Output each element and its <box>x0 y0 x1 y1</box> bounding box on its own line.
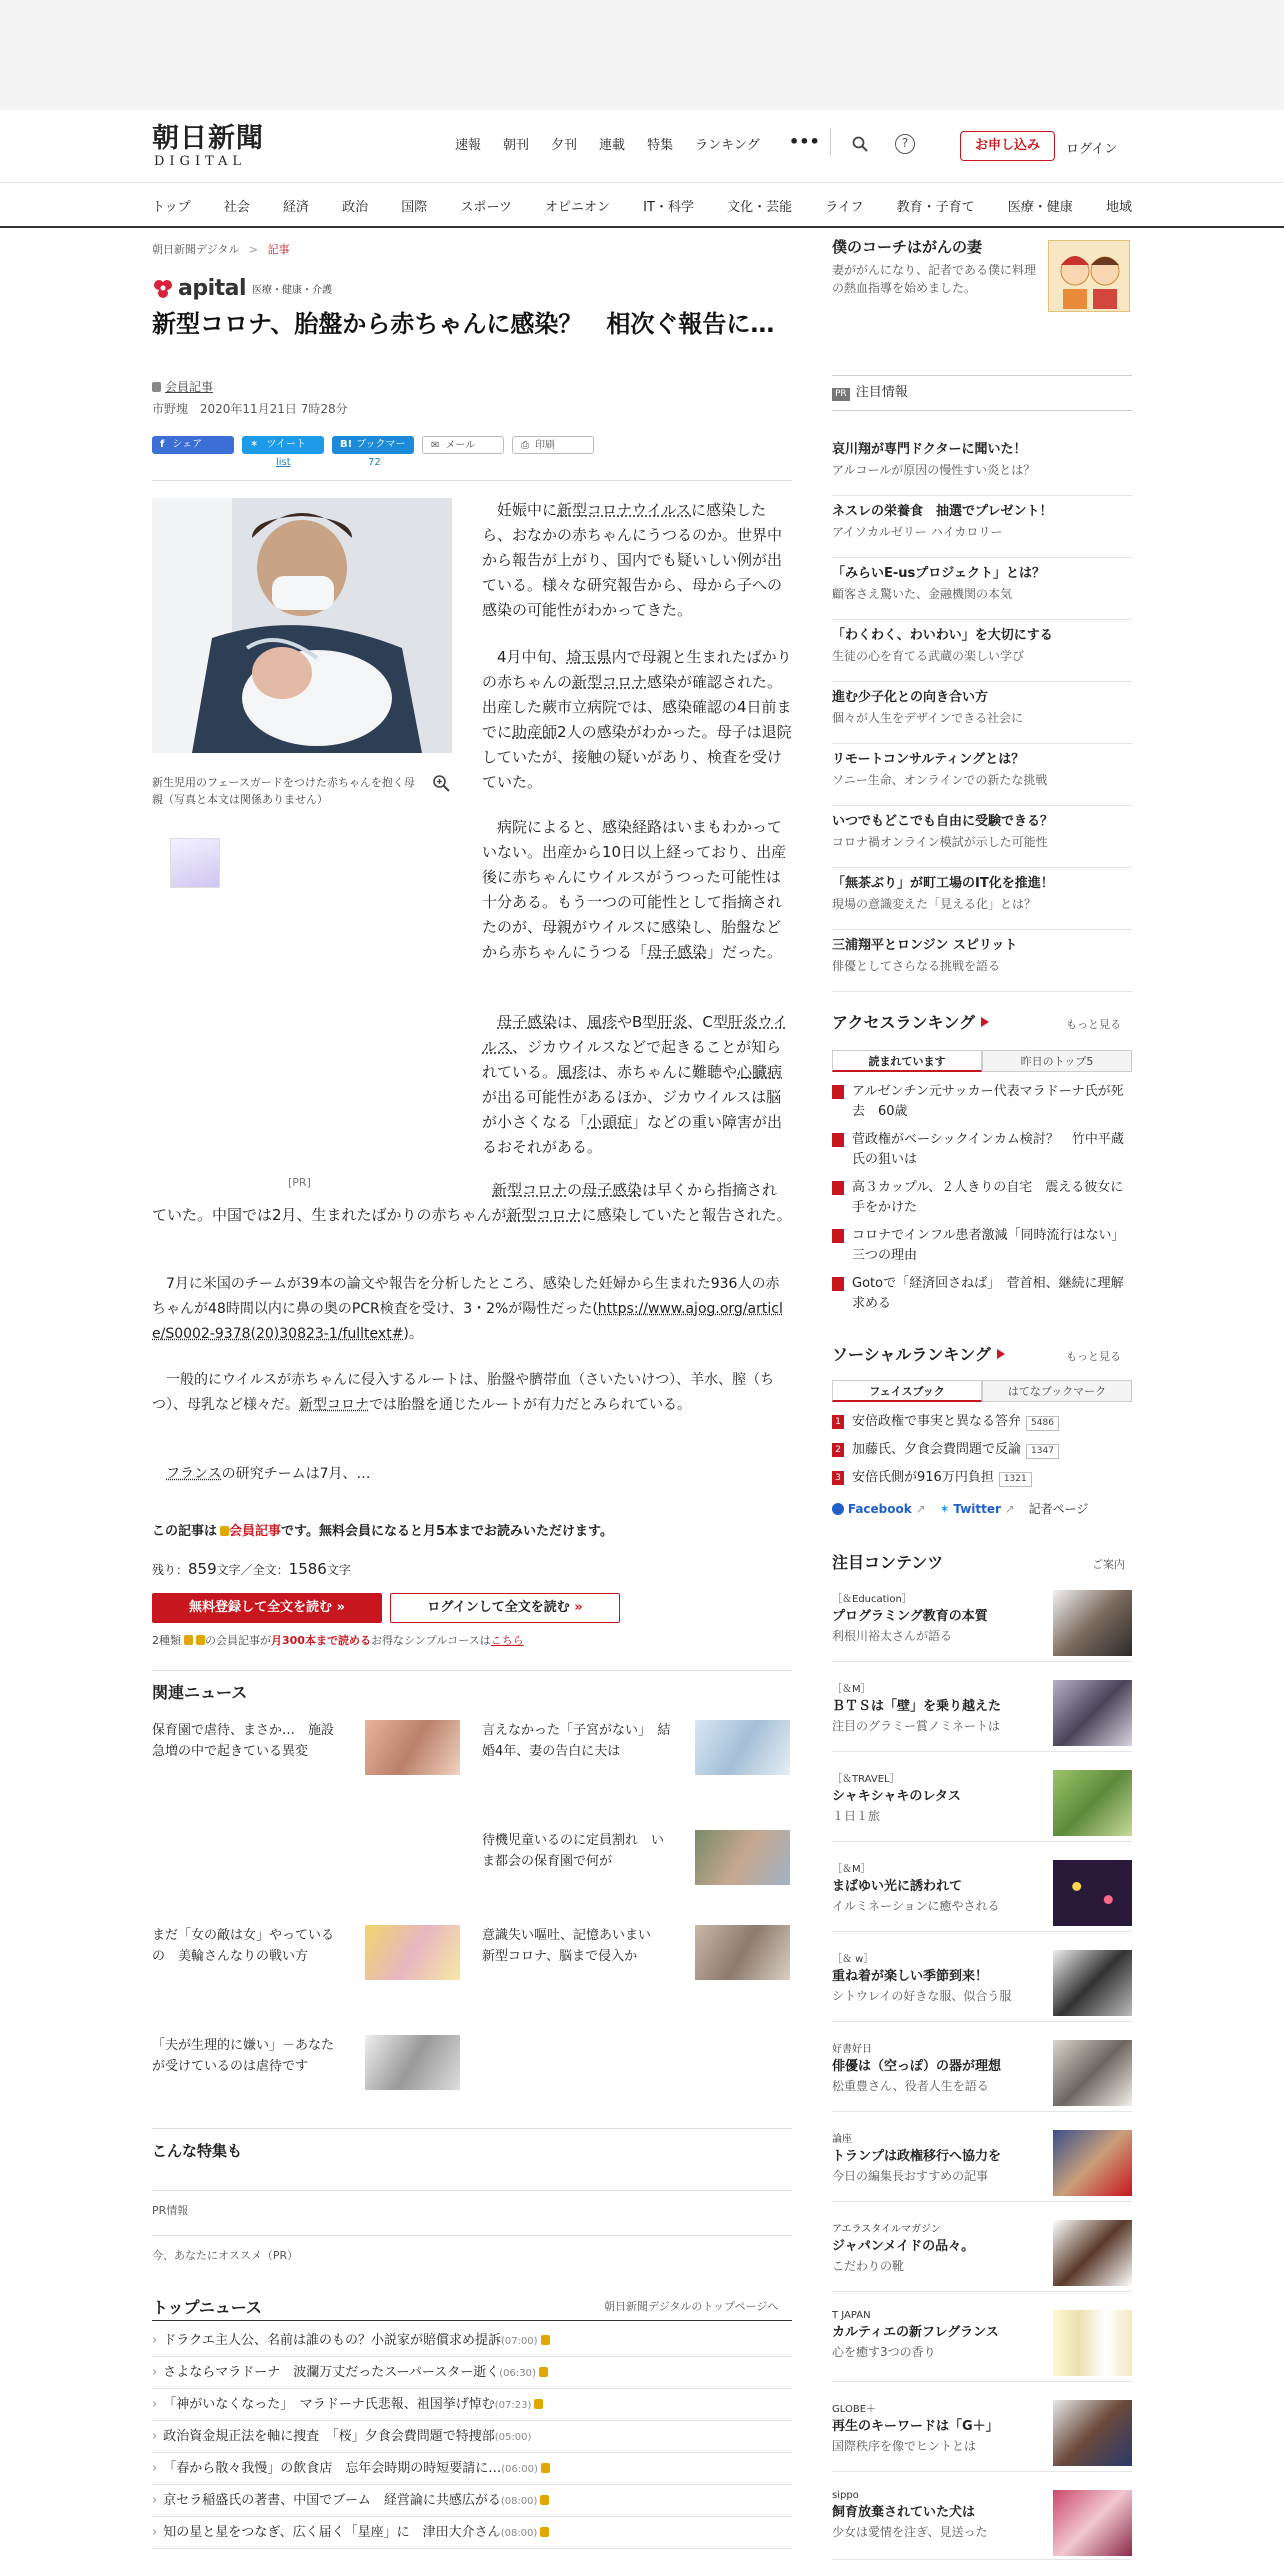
breadcrumb <box>152 241 290 257</box>
external-link[interactable]: https://www.ajog.org/article/S0002-9378(20)30823-1/fulltext# <box>152 1301 783 1342</box>
category-nav <box>0 182 1284 228</box>
cat-it-science[interactable]: IT・科学 <box>643 200 694 215</box>
related-item-image <box>695 1925 790 1980</box>
social-ranking-item[interactable]: 1 安倍政権で事実と異なる答弁 5486 <box>832 1412 1132 1432</box>
lock-icon <box>540 2527 549 2537</box>
keyword-link[interactable]: 小頭症 <box>587 1113 633 1131</box>
section-divider <box>152 2235 792 2236</box>
section-divider <box>152 2190 792 2191</box>
facebook-icon <box>832 1503 844 1515</box>
remaining-count: 859 <box>188 1560 217 1578</box>
attention-item[interactable]: 三浦翔平とロンジン スピリット 俳優としてさらなる挑戦を語る <box>832 936 1132 992</box>
content-item[interactable]: ［＆Education］ プログラミング教育の本質 利根川裕太さんが語る <box>832 1590 1132 1662</box>
cat-health[interactable]: 医療・健康 <box>1007 200 1073 215</box>
keyword-link[interactable]: 新型コロナ <box>299 1397 369 1413</box>
content-info-link[interactable]: ご案内 <box>1092 1558 1125 1571</box>
top-news-item[interactable]: › 知の星と星をつなぎ、広く届く「星座」に 津田大介さん(08:00) <box>152 2517 792 2549</box>
mother-baby-photo <box>152 498 452 753</box>
nav-rensai[interactable]: 連載 <box>599 138 626 153</box>
attention-item[interactable]: ネスレの栄養食 抽選でプレゼント！ アイソカルゼリー ハイカロリー <box>832 502 1132 558</box>
site-logo[interactable] <box>152 124 264 169</box>
top-news-item[interactable]: › 京セラ稲盛氏の著書、中国でブーム 経営論に共感広がる(08:00) <box>152 2485 792 2517</box>
mail-icon: ✉ <box>431 440 440 451</box>
lock-icon <box>534 2399 543 2409</box>
attention-item[interactable]: リモートコンサルティングとは？ ソニー生命、オンラインでの新たな挑戦 <box>832 750 1132 806</box>
cat-culture[interactable]: 文化・芸能 <box>727 200 793 215</box>
coach-banner[interactable] <box>832 236 1132 316</box>
member-cta: この記事は 会員記事です。無料会員になると月5本までお読みいただけます。 <box>152 1524 613 1539</box>
related-item-image <box>365 1925 460 1980</box>
external-link-icon: ↗ <box>915 1502 926 1516</box>
search-icon[interactable] <box>852 136 868 152</box>
chevron-right-icon: › <box>152 2493 158 2508</box>
header-divider <box>830 128 831 156</box>
keyword-link[interactable]: 新型コロナウイルス <box>557 501 692 519</box>
breadcrumb-separator: > <box>248 243 259 256</box>
pr-label: [PR] <box>288 1176 311 1189</box>
apital-brand[interactable] <box>152 276 332 301</box>
header-nav <box>455 134 782 153</box>
share-divider <box>152 480 792 481</box>
print-label: 印刷 <box>535 440 555 451</box>
pr-tag: PR <box>832 388 850 401</box>
top-page-link[interactable]: 朝日新聞デジタルのトップページへ <box>604 2300 779 2313</box>
rank-marker <box>832 1181 844 1195</box>
lock-icon <box>220 1526 229 1536</box>
twitter-icon: ✶ <box>250 439 259 450</box>
lock-icon <box>539 2367 548 2377</box>
top-news-item[interactable]: › 「神がいなくなった」 マラドーナ氏悲報、祖国挙げ悼む(07:23) <box>152 2389 792 2421</box>
chevron-right-icon: › <box>152 2397 158 2412</box>
hatena-icon: B! <box>340 439 353 450</box>
cat-opinion[interactable]: オピニオン <box>545 200 611 215</box>
share-count-badge: 5486 <box>1026 1416 1059 1431</box>
keyword-link[interactable]: 新型コロナ <box>506 1206 582 1224</box>
attention-item[interactable]: 「みらいE-usプロジェクト」とは？ 顧客さえ驚いた、金融機関の本気 <box>832 564 1132 620</box>
remaining-chars: 残り：859文字／全文：1586文字 <box>152 1560 351 1578</box>
double-chevron-icon: » <box>574 1600 583 1615</box>
cat-education[interactable]: 教育・子育て <box>896 200 975 215</box>
nav-sokuho[interactable]: 速報 <box>455 138 482 153</box>
social-ranking-item[interactable]: 3 安倍氏側が916万円負担 1321 <box>832 1468 1132 1488</box>
apital-logo-icon <box>152 278 174 300</box>
content-image <box>1053 2490 1132 2556</box>
content-heading: 注目コンテンツ <box>832 1553 944 1572</box>
top-ad-band <box>0 0 1284 110</box>
tab-yesterday-top5[interactable]: 昨日のトップ5 <box>982 1050 1132 1072</box>
help-icon[interactable]: ? <box>895 134 915 154</box>
access-ranking-item[interactable]: Gotoで「経済回さねば」 菅首相、継続に理解求める <box>832 1274 1132 1314</box>
access-more-link[interactable]: もっと見る <box>1066 1018 1121 1031</box>
facebook-share-button[interactable] <box>152 436 234 454</box>
lock-icon <box>196 1635 205 1645</box>
photo-thumbnail[interactable] <box>170 838 220 888</box>
pr-info-label: PR情報 <box>152 2204 189 2217</box>
content-item[interactable]: T JAPAN カルティエの新フレグランス 心を癒す3つの香り <box>832 2310 1132 2382</box>
apply-button[interactable]: お申し込み <box>960 131 1055 161</box>
site-header <box>0 110 1284 182</box>
body-paragraph-1: 妊娠中に新型コロナウイルスに感染したら、おなかの赤ちゃんにうつるのか。世界中から報告が上がり、国内でも疑いしい例が出ている。様々な研究報告から、母から子への感染の可能性がわかってきた。 <box>482 501 783 619</box>
related-item[interactable] <box>152 2035 472 2095</box>
content-image <box>1053 1590 1132 1656</box>
keyword-link[interactable]: 新型コロナ <box>572 673 648 691</box>
reporter-page-link[interactable]: 記者ページ <box>1028 1502 1089 1516</box>
tab-facebook[interactable]: フェイスブック <box>832 1380 982 1402</box>
lock-icon <box>541 2463 550 2473</box>
content-image <box>1053 1770 1132 1836</box>
coach-title: 僕のコーチはがんの妻 <box>832 238 983 256</box>
nav-ranking[interactable]: ランキング <box>695 138 760 153</box>
section-divider <box>152 2128 792 2129</box>
rank-number: 1 <box>832 1415 844 1429</box>
tab-most-read[interactable]: 読まれています <box>832 1050 982 1072</box>
share-count-badge: 1321 <box>999 1472 1032 1487</box>
content-item[interactable]: 好書好日 俳優は（空っぽ）の器が理想 松重豊さん、役者人生を語る <box>832 2040 1132 2112</box>
facebook-icon: f <box>160 439 165 450</box>
facebook-share-label: シェア <box>172 439 203 450</box>
cat-region[interactable]: 地域 <box>1105 200 1132 215</box>
chevron-right-icon: › <box>152 2365 158 2380</box>
login-read-button[interactable]: ログインして全文を読む » <box>390 1593 620 1623</box>
twitter-link[interactable]: Twitter <box>953 1502 1001 1516</box>
body-paragraph-4: 母子感染は、風疹やB型肝炎、C型肝炎ウイルス、ジカウイルスなどで起きることが知られている。風疹は、赤ちゃんに難聴や心臓病が出る可能性があるほか、ジカウイルスは脳が小さくなる「小頭症」などの重い障害が出るおそれがある。 <box>482 1013 788 1156</box>
arrow-right-icon <box>997 1349 1005 1359</box>
content-item[interactable]: ［＆M］ ＢＴＳは「壁」を乗り越えた 注目のグラミー賞ノミネートは <box>832 1680 1132 1752</box>
article-photo[interactable] <box>152 498 452 753</box>
lock-icon <box>541 2335 550 2345</box>
recommend-label: 今、あなたにオススメ（PR） <box>152 2249 299 2262</box>
login-link[interactable]: ログイン <box>1066 142 1118 157</box>
arrow-right-icon <box>981 1017 989 1027</box>
twitter-share-button[interactable] <box>242 436 324 454</box>
related-item-image <box>695 1720 790 1775</box>
content-image <box>1053 2040 1132 2106</box>
publish-date: 2020年11月21日 7時28分 <box>199 402 348 416</box>
apital-name: apital <box>178 276 247 301</box>
couple-illustration-icon <box>1049 241 1131 313</box>
nav-tokushu[interactable]: 特集 <box>647 138 674 153</box>
breadcrumb-current: 記事 <box>267 243 290 256</box>
content-image <box>1053 2220 1132 2286</box>
byline <box>152 400 348 417</box>
nav-choukan[interactable]: 朝刊 <box>503 138 530 153</box>
lock-icon <box>184 1635 193 1645</box>
content-image <box>1053 1680 1132 1746</box>
course-link[interactable]: こちら <box>490 1634 524 1647</box>
attention-item[interactable]: 「無茶ぶり」が町工場のIT化を推進！ 現場の意識変えた「見える化」とは？ <box>832 874 1132 930</box>
body-paragraph-3: 病院によると、感染経路はいまもわかっていない。出産から10日以上経っており、出産後に赤ちゃんにウイルスがうつった可能性は十分ある。もう一つの可能性として指摘されたのが、母親がウイルスに感染し、胎盤などから赤ちゃんにうつる「母子感染」だった。 <box>482 818 787 961</box>
rank-number: 2 <box>832 1443 844 1457</box>
top-news-heading: トップニュース <box>152 2298 262 2317</box>
content-item[interactable]: ［＆ w］ 重ね着が楽しい季節到来！ シトウレイの好きな服、似合う服 <box>832 1950 1132 2022</box>
access-ranking-item[interactable]: 高３カップル、２人きりの自宅 震える彼女に手をかけた <box>832 1178 1132 1218</box>
attention-heading: PR 注目情報 <box>832 375 1132 411</box>
keyword-link[interactable]: 風疹 <box>587 1013 618 1031</box>
cat-sports[interactable]: スポーツ <box>460 200 512 215</box>
access-ranking-heading[interactable]: アクセスランキング <box>832 1010 989 1033</box>
hatena-label: ブックマーク <box>340 439 406 468</box>
content-item[interactable]: アエラスタイルマガジン ジャパンメイドの品々。 こだわりの靴 <box>832 2220 1132 2292</box>
keyword-link[interactable]: 肝炎 <box>657 1013 688 1031</box>
top-news-item[interactable]: › さよならマラドーナ 波瀾万丈だったスーパースター逝く(06:30) <box>152 2357 792 2389</box>
keyword-link[interactable]: 肝炎ウイルス <box>482 1013 788 1056</box>
keyword-link[interactable]: 助産師 <box>512 723 558 741</box>
content-item[interactable]: sippo 飼育放棄されていた犬は 少女は愛情を注ぎ、見送った <box>832 2490 1132 2560</box>
total-count: 1586 <box>288 1560 327 1578</box>
body-paragraph-2: 4月中旬、埼玉県内で母親と生まれたばかりの赤ちゃんの新型コロナ感染が確認された。出産した蕨市立病院では、感染確認の4日前までに助産師2人の感染がわかった。母子は退院していたが、接触の疑いがあり、検査を受けていた。 <box>482 648 792 791</box>
top-news-divider <box>152 2320 792 2321</box>
content-image <box>1053 2310 1132 2376</box>
twitter-bird-icon: ✶ <box>939 1502 950 1516</box>
cat-international[interactable]: 国際 <box>401 200 428 215</box>
coach-sub: 妻ががんになり、記者である僕に料理の熱血指導を始めました。 <box>832 263 1037 295</box>
access-ranking-item[interactable]: コロナでインフル患者激減「同時流行はない」三つの理由 <box>832 1226 1132 1266</box>
top-news-item[interactable]: › 政治資金規正法を軸に捜査 「桜」夕食会費問題で特捜部(05:00) <box>152 2421 792 2453</box>
content-item[interactable]: GLOBE＋ 再生のキーワードは「G＋」 国際秩序を像でヒントとは <box>832 2400 1132 2472</box>
free-register-button[interactable]: 無料登録して全文を読む » <box>152 1593 382 1623</box>
facebook-link[interactable]: Facebook <box>847 1502 912 1516</box>
related-item[interactable] <box>152 1925 472 1985</box>
related-item-title: 「夫が生理的に嫌い」－あなたが受けているのは虐待です <box>152 2038 335 2074</box>
chevron-right-icon: › <box>152 2333 158 2348</box>
keyword-link[interactable]: 母子感染 <box>582 1181 643 1199</box>
coach-illustration <box>1048 240 1130 312</box>
keyword-link[interactable]: 心臓病 <box>737 1063 783 1081</box>
related-item-image <box>695 1830 790 1885</box>
rank-marker <box>832 1277 844 1291</box>
access-ranking-item[interactable]: アルゼンチン元サッカー代表マラドーナ氏が死去 60歳 <box>832 1082 1132 1122</box>
rank-number: 3 <box>832 1471 844 1485</box>
author: 市野塊 <box>152 402 189 416</box>
rank-marker <box>832 1229 844 1243</box>
special-heading: こんな特集も <box>152 2142 243 2160</box>
related-item-title: まだ「女の敵は女」やっているの 美輪さんなりの戦い方 <box>152 1928 335 1964</box>
keyword-link[interactable]: 母子感染 <box>497 1013 558 1031</box>
logo-subtitle: DIGITAL <box>154 154 247 169</box>
access-tabs <box>832 1050 1132 1072</box>
logo-title: 朝日新聞 <box>152 123 264 154</box>
twitter-share-label: ツイート <box>266 439 306 450</box>
content-item[interactable]: 論座 トランプは政権移行へ協力を 今日の編集長おすすめの記事 <box>832 2130 1132 2202</box>
rank-marker <box>832 1085 844 1099</box>
article-title: 新型コロナ、胎盤から赤ちゃんに感染？ 相次ぐ報告に… <box>152 310 775 338</box>
keyword-link[interactable]: 新型コロナ <box>492 1181 568 1199</box>
related-item[interactable] <box>482 1830 802 1890</box>
social-tabs <box>832 1380 1132 1402</box>
social-links <box>832 1500 1132 1517</box>
share-counts <box>276 457 381 468</box>
attention-item[interactable]: 哀川翔が専門ドクターに聞いた！ アルコールが原因の慢性すい炎とは？ <box>832 440 1132 496</box>
top-news-item[interactable]: › 「春から散々我慢」の飲食店 忘年会時期の時短要請に…(06:00) <box>152 2453 792 2485</box>
zoom-icon[interactable] <box>432 774 450 792</box>
body-paragraph-5: 新型コロナの母子感染は早くから指摘されていた。中国では2月、生まれたばかりの赤ちゃんが新型コロナに感染していたと報告された。 <box>152 1181 792 1224</box>
related-item-image <box>365 2035 460 2090</box>
body-paragraph-6: 7月に米国のチームが39本の論文や報告を分析したところ、感染した妊婦から生まれた936人の赤ちゃんが48時間以内に鼻の奥のPCR検査を受け、3・2%が陽性だった(https://www.ajog.org/article/S0002-9378(20)30823-1/fulltext#)。 <box>152 1276 783 1342</box>
more-menu-icon[interactable]: ••• <box>789 132 820 151</box>
cat-politics[interactable]: 政治 <box>342 200 369 215</box>
tab-hatena[interactable]: はてなブックマーク <box>982 1380 1132 1402</box>
social-more-link[interactable]: もっと見る <box>1066 1350 1121 1363</box>
chevron-right-icon: › <box>152 2525 158 2540</box>
mail-button[interactable] <box>422 436 504 454</box>
cat-life[interactable]: ライフ <box>825 200 864 215</box>
nav-yuukan[interactable]: 夕刊 <box>551 138 578 153</box>
bookmark-count[interactable]: 72 <box>368 457 381 468</box>
member-article-label: 会員記事 <box>229 1524 282 1539</box>
attention-item[interactable]: 「わくわく、わいわい」を大切にする 生徒の心を育てる武蔵の楽しい学び <box>832 626 1132 682</box>
print-button[interactable] <box>512 436 594 454</box>
content-image <box>1053 1860 1132 1926</box>
content-image <box>1053 2130 1132 2196</box>
cat-society[interactable]: 社会 <box>223 200 250 215</box>
social-ranking-item[interactable]: 2 加藤氏、夕食会費問題で反論 1347 <box>832 1440 1132 1460</box>
related-item[interactable] <box>152 1720 472 1780</box>
print-icon: ⎙ <box>521 440 529 451</box>
share-count-badge: 1347 <box>1026 1444 1059 1459</box>
keyword-link[interactable]: 母子感染 <box>647 943 708 961</box>
member-label[interactable]: 会員記事 <box>165 380 214 394</box>
attention-item[interactable]: 進む少子化との向き合い方 個々が人生をデザインできる社会に <box>832 688 1132 744</box>
content-item[interactable]: ［＆TRAVEL］ シャキシャキのレタス １日１旅 <box>832 1770 1132 1842</box>
attention-item[interactable]: いつでもどこでも自由に受験できる？ コロナ禍オンライン模試が示した可能性 <box>832 812 1132 868</box>
member-badge <box>152 378 213 395</box>
related-news-heading: 関連ニュース <box>152 1683 248 1702</box>
top-news-item[interactable]: › ドラクエ主人公、名前は誰のもの？小説家が賠償求め提訴(07:00) <box>152 2325 792 2357</box>
keyword-link[interactable]: フランス <box>166 1466 222 1482</box>
lock-icon <box>540 2495 549 2505</box>
related-item-title: 意識失い嘔吐、記憶あいまい 新型コロナ、脳まで侵入か <box>482 1928 665 1964</box>
photo-caption: 新生児用のフェースガードをつけた赤ちゃんを抱く母親（写真と本文は関係ありません） <box>152 776 415 806</box>
related-item-image <box>365 1720 460 1775</box>
content-image <box>1053 1950 1132 2016</box>
content-image <box>1053 2400 1132 2466</box>
chevron-right-icon: › <box>152 2461 158 2476</box>
related-item[interactable] <box>482 1925 802 1985</box>
breadcrumb-home[interactable]: 朝日新聞デジタル <box>152 243 240 256</box>
apital-sub: 医療・健康・介護 <box>252 285 333 296</box>
access-ranking-item[interactable]: 菅政権がベーシックインカム検討？ 竹中平蔵氏の狙いは <box>832 1130 1132 1170</box>
mail-label: メール <box>445 440 476 451</box>
body-paragraph-7: 一般的にウイルスが赤ちゃんに侵入するルートは、胎盤や臍帯血（さいたいけつ）、羊水、膣（ちつ）、母乳など様々だ。新型コロナでは胎盤を通じたルートが有力だとみられている。 <box>152 1372 775 1413</box>
related-item-title: 待機児童いるのに定員割れ いま都会の保育園で何が <box>482 1833 665 1869</box>
section-divider <box>152 1670 792 1671</box>
chevron-right-icon: › <box>152 2429 158 2444</box>
keyword-link[interactable]: 風疹 <box>557 1063 588 1081</box>
body-paragraph-8: フランスの研究チームは7月、… <box>166 1466 371 1482</box>
social-ranking-heading[interactable]: ソーシャルランキング <box>832 1342 1005 1365</box>
tweet-count[interactable]: list <box>276 457 291 468</box>
keyword-link[interactable]: 埼玉県 <box>566 648 612 666</box>
cat-economy[interactable]: 経済 <box>282 200 309 215</box>
related-item-title: 保育園で虐待、まさか… 施設急増の中で起きている異変 <box>152 1723 335 1759</box>
lock-icon <box>152 382 161 392</box>
external-link-icon: ↗ <box>1004 1502 1015 1516</box>
course-info: 2種類 の会員記事が月300本まで読めるお得なシンプルコースはこちら <box>152 1634 524 1647</box>
double-chevron-icon: » <box>336 1600 345 1615</box>
rank-marker <box>832 1133 844 1147</box>
cat-top[interactable]: トップ <box>152 200 191 215</box>
content-item[interactable]: ［＆M］ まばゆい光に誘われて イルミネーションに癒やされる <box>832 1860 1132 1932</box>
related-item[interactable] <box>482 1720 802 1780</box>
related-item-title: 言えなかった「子宮がない」 結婚4年、妻の告白に夫は <box>482 1723 671 1759</box>
